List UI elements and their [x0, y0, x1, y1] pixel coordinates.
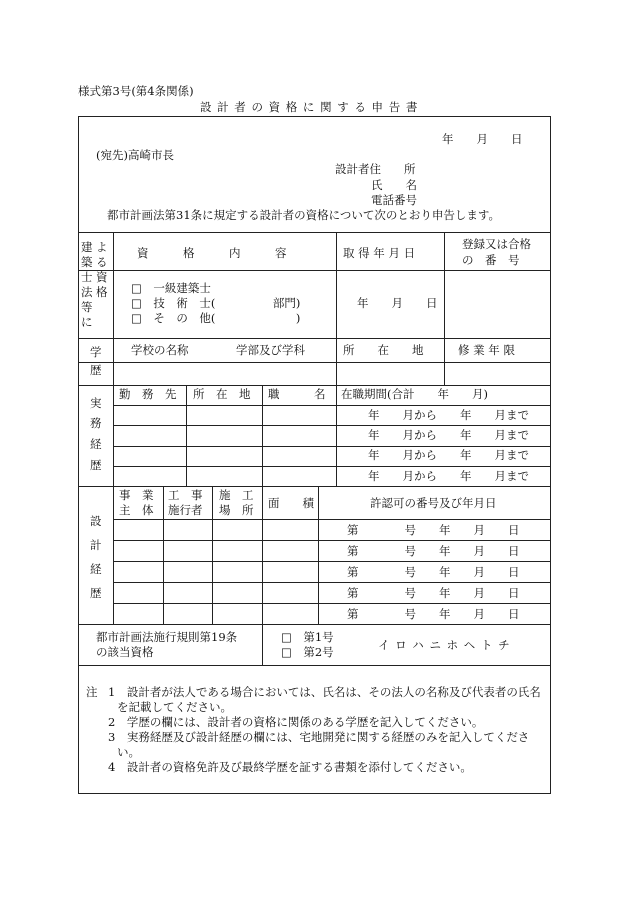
applicant-phone-label: 電話番号 — [371, 193, 417, 207]
acquisition-date: 年 月 日 — [357, 296, 438, 310]
option-other[interactable]: □ そ の 他( ) — [131, 311, 301, 325]
work-employer-header: 勤 務 先 — [119, 387, 177, 401]
design-area-header: 面 積 — [268, 496, 314, 510]
design-contractor-header-1: 工 事 — [168, 488, 203, 502]
work-label-2: 務 — [90, 416, 102, 430]
work-period-row: 年 月から 年 月まで — [368, 428, 529, 442]
education-period-header: 修 業 年 限 — [458, 343, 515, 357]
notes-label: 注 — [86, 685, 98, 699]
work-period-row: 年 月から 年 月まで — [368, 469, 529, 483]
design-permit-row: 第 号 年 月 日 — [347, 586, 520, 600]
design-label-1: 設 — [90, 514, 102, 528]
education-faculty-header: 学部及び学科 — [236, 343, 305, 357]
design-permit-row: 第 号 年 月 日 — [347, 607, 520, 621]
qualification-date-header: 取 得 年 月 日 — [343, 246, 416, 260]
design-permit-header: 許認可の番号及び年月日 — [370, 496, 497, 510]
work-period-row: 年 月から 年 月まで — [368, 448, 529, 462]
note-item: い。 — [117, 745, 140, 759]
design-owner-header-1: 事 業 — [119, 488, 154, 502]
option-engineer[interactable]: □ 技 術 士( 部門) — [131, 296, 301, 310]
applicant-name-label: 氏 名 — [371, 178, 417, 192]
education-label-1: 学 — [90, 345, 102, 359]
design-label-3: 経 — [90, 562, 102, 576]
design-permit-row: 第 号 年 月 日 — [347, 565, 520, 579]
rule19-label-line1: 都市計画法施行規則第19条 — [96, 630, 238, 644]
design-label-4: 歴 — [90, 586, 102, 600]
form-title: 設 計 者 の 資 格 に 関 す る 申 告 書 — [200, 100, 419, 114]
registration-header-line2: の 番 号 — [462, 253, 520, 267]
note-item: 1 設計者が法人である場合においては、氏名は、その法人の名称及び代表者の氏名 — [108, 685, 541, 699]
rule19-option-2[interactable]: □ 第2号 — [281, 645, 334, 659]
addressee: (宛先)高崎市長 — [96, 148, 174, 162]
design-site-header-1: 施 工 — [219, 488, 254, 502]
work-location-header: 所 在 地 — [193, 387, 251, 401]
work-label-1: 実 — [90, 396, 102, 410]
work-position-header: 職 名 — [268, 387, 326, 401]
note-item: 4 設計者の資格免許及び最終学歴を証する書類を添付してください。 — [108, 760, 472, 774]
work-label-3: 経 — [90, 437, 102, 451]
work-period-row: 年 月から 年 月まで — [368, 408, 529, 422]
note-item: を記載してください。 — [117, 700, 232, 714]
design-permit-row: 第 号 年 月 日 — [347, 544, 520, 558]
design-permit-row: 第 号 年 月 日 — [347, 523, 520, 537]
form-number: 様式第3号(第4条関係) — [78, 84, 194, 98]
education-label-2: 歴 — [90, 363, 102, 377]
qualification-content-header: 資 格 内 容 — [137, 246, 287, 260]
note-item: 3 実務経歴及び設計経歴の欄には、宅地開発に関する経歴のみを記入してくださ — [108, 730, 530, 744]
registration-header-line1: 登録又は合格 — [462, 237, 531, 251]
design-owner-header-2: 主 体 — [119, 503, 154, 517]
design-contractor-header-2: 施行者 — [168, 503, 203, 517]
rule19-kana-options: イ ロ ハ ニ ホ ヘ ト チ — [378, 638, 511, 652]
submission-date: 年 月 日 — [442, 132, 523, 146]
education-school-header: 学校の名称 — [131, 343, 189, 357]
qualification-label-col2: よる資格 — [96, 240, 108, 299]
qualification-label-col1: 建築士法等に — [81, 240, 93, 329]
design-label-2: 計 — [90, 538, 102, 552]
declaration-text: 都市計画法第31条に規定する設計者の資格について次のとおり申告します。 — [107, 208, 500, 222]
work-label-4: 歴 — [90, 458, 102, 472]
education-location-header: 所 在 地 — [343, 343, 424, 357]
note-item: 2 学歴の欄には、設計者の資格に関係のある学歴を記入してください。 — [108, 715, 484, 729]
rule19-option-1[interactable]: □ 第1号 — [281, 630, 334, 644]
design-site-header-2: 場 所 — [219, 503, 254, 517]
work-period-header: 在職期間(合計 年 月) — [341, 387, 488, 401]
option-architect[interactable]: □ 一級建築士 — [131, 281, 211, 295]
rule19-label-line2: の該当資格 — [96, 645, 154, 659]
applicant-address-label: 設計者住 所 — [335, 162, 416, 176]
